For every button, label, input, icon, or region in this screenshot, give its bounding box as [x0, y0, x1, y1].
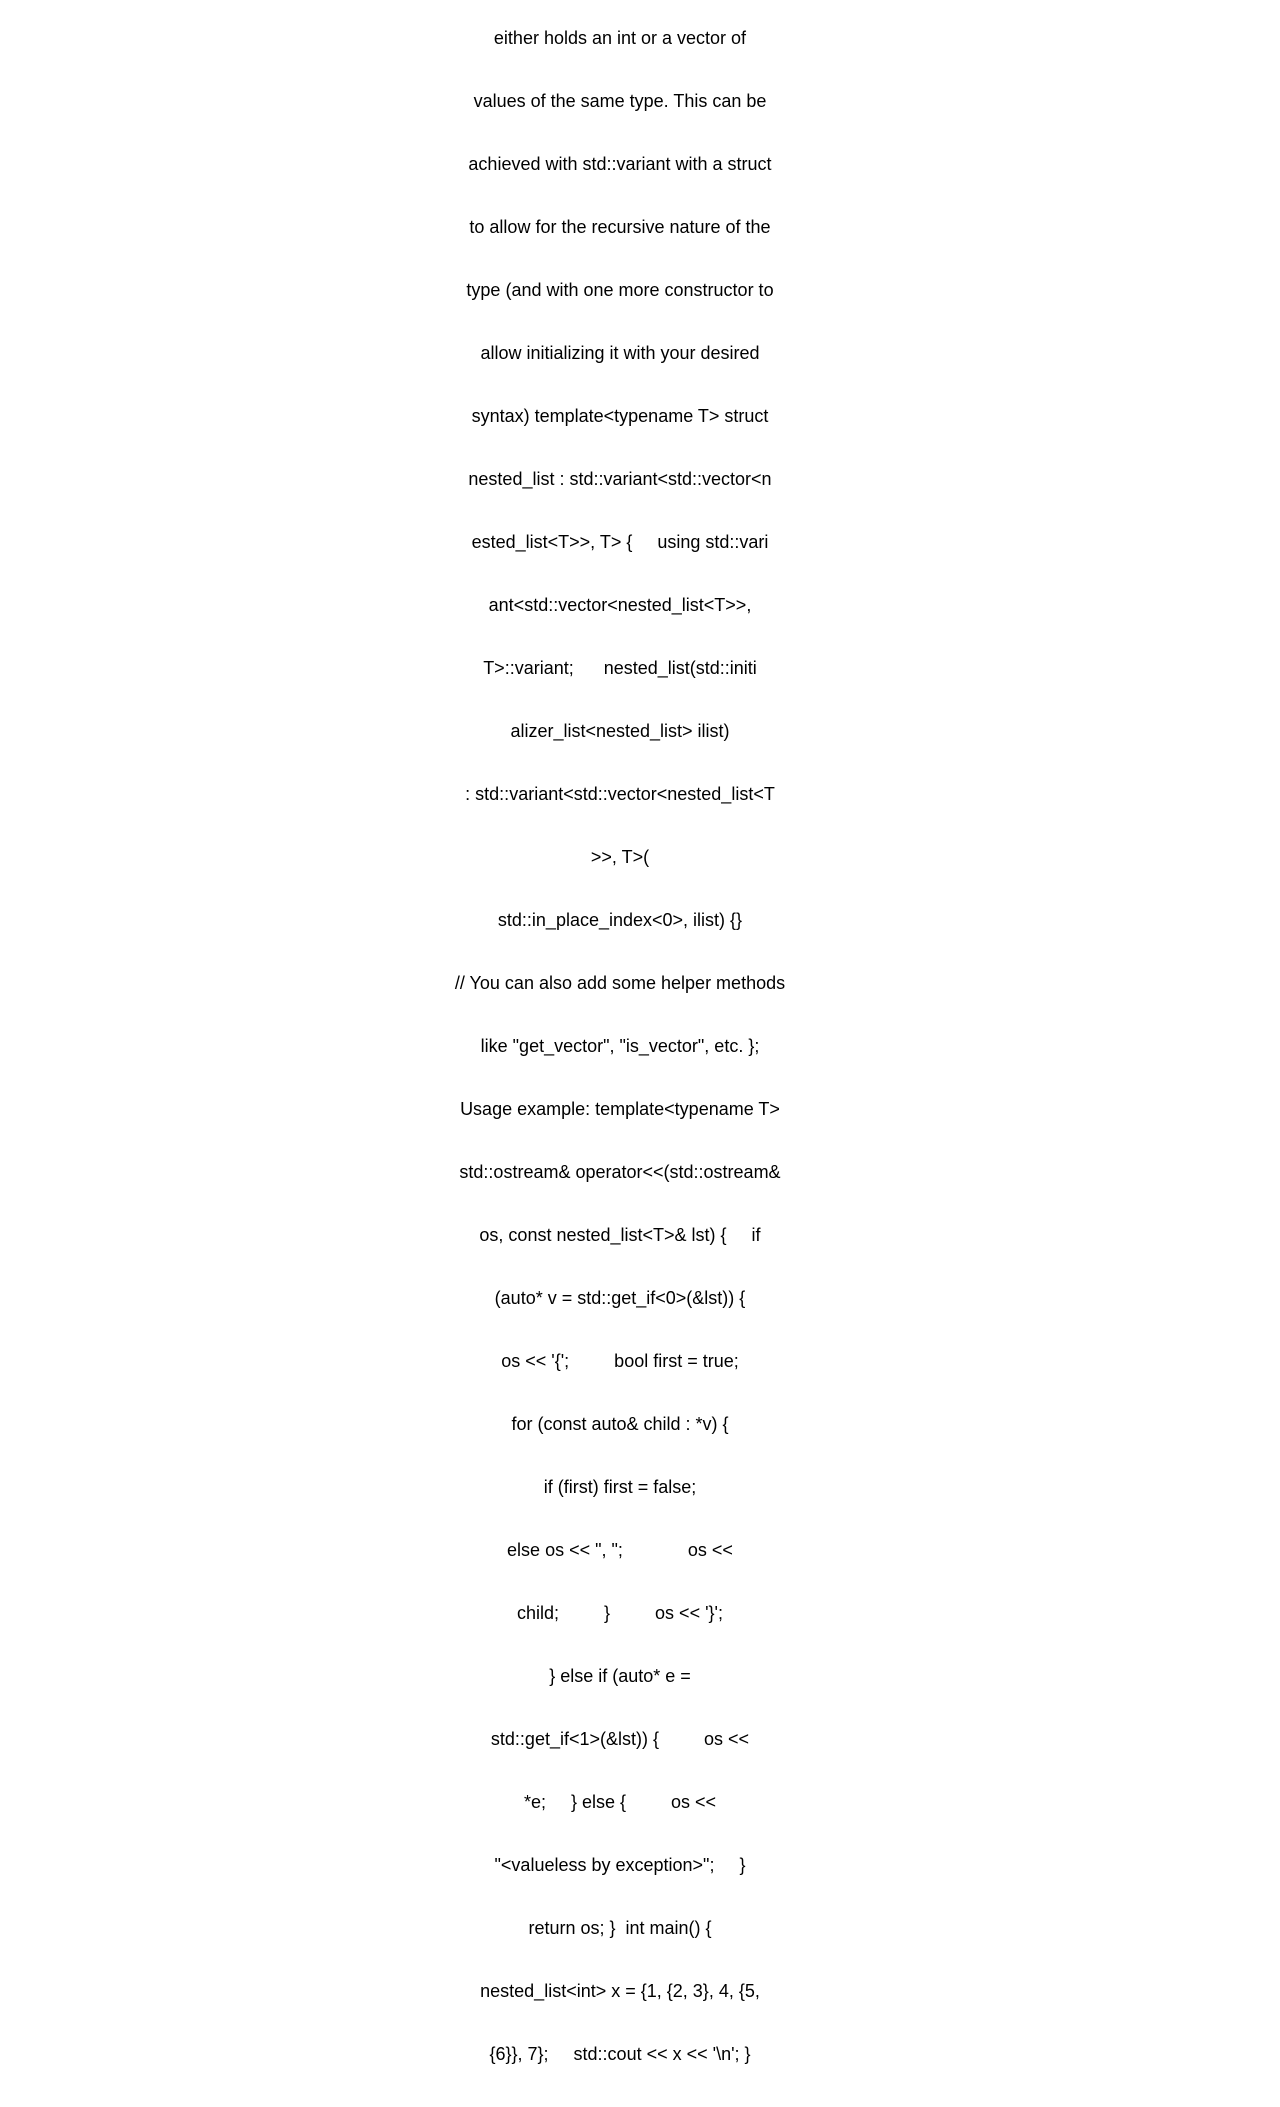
text-line: return os; } int main() { — [528, 1918, 712, 1938]
text-line: >>, T>( — [590, 847, 650, 867]
text-line: (auto* v = std::get_if<0>(&lst)) { — [494, 1288, 746, 1308]
text-line: achieved with std::variant with a struct — [468, 154, 772, 174]
text-line: std::in_place_index<0>, ilist) {} — [497, 910, 743, 930]
text-line: syntax) template<typename T> struct — [471, 406, 769, 426]
text-line: to allow for the recursive nature of the — [469, 217, 771, 237]
text-line: else os << ", "; os << — [507, 1540, 733, 1560]
text-line: ant<std::vector<nested_list<T>>, — [488, 595, 752, 615]
text-line: std::get_if<1>(&lst)) { os << — [490, 1729, 750, 1749]
text-line: type (and with one more constructor to — [466, 280, 774, 300]
text-line: values of the same type. This can be — [473, 91, 767, 111]
text-line: "<valueless by exception>"; } — [494, 1855, 746, 1875]
text-line: Usage example: template<typename T> — [460, 1099, 780, 1119]
text-line: for (const auto& child : *v) { — [511, 1414, 729, 1434]
text-line: nested_list<int> x = {1, {2, 3}, 4, {5, — [480, 1981, 760, 2001]
text-line: // You can also add some helper methods — [454, 973, 786, 993]
text-line: os << '{'; bool first = true; — [501, 1351, 739, 1371]
text-line: *e; } else { os << — [523, 1792, 717, 1812]
text-line: nested_list : std::variant<std::vector<n — [468, 469, 772, 489]
document-text — [440, 0, 800, 2107]
text-line: {6}}, 7}; std::cout << x << '\n'; } — [489, 2044, 751, 2064]
text-line: T>::variant; nested_list(std::initi — [483, 658, 757, 678]
text-line: either holds an int or a vector of — [493, 28, 747, 48]
text-line: : std::variant<std::vector<nested_list<T — [465, 784, 775, 804]
text-line: allow initializing it with your desired — [480, 343, 760, 363]
text-line: if (first) first = false; — [543, 1477, 697, 1497]
text-line: } else if (auto* e = — [549, 1666, 691, 1686]
text-line: like "get_vector", "is_vector", etc. }; — [480, 1036, 760, 1056]
text-line: std::ostream& operator<<(std::ostream& — [459, 1162, 781, 1182]
text-line: os, const nested_list<T>& lst) { if — [479, 1225, 761, 1245]
text-line: ested_list<T>>, T> { using std::vari — [471, 532, 769, 552]
page-footer-area — [0, 680, 1280, 720]
text-line: alizer_list<nested_list> ilist) — [510, 721, 730, 741]
text-line: child; } os << '}'; — [517, 1603, 723, 1623]
